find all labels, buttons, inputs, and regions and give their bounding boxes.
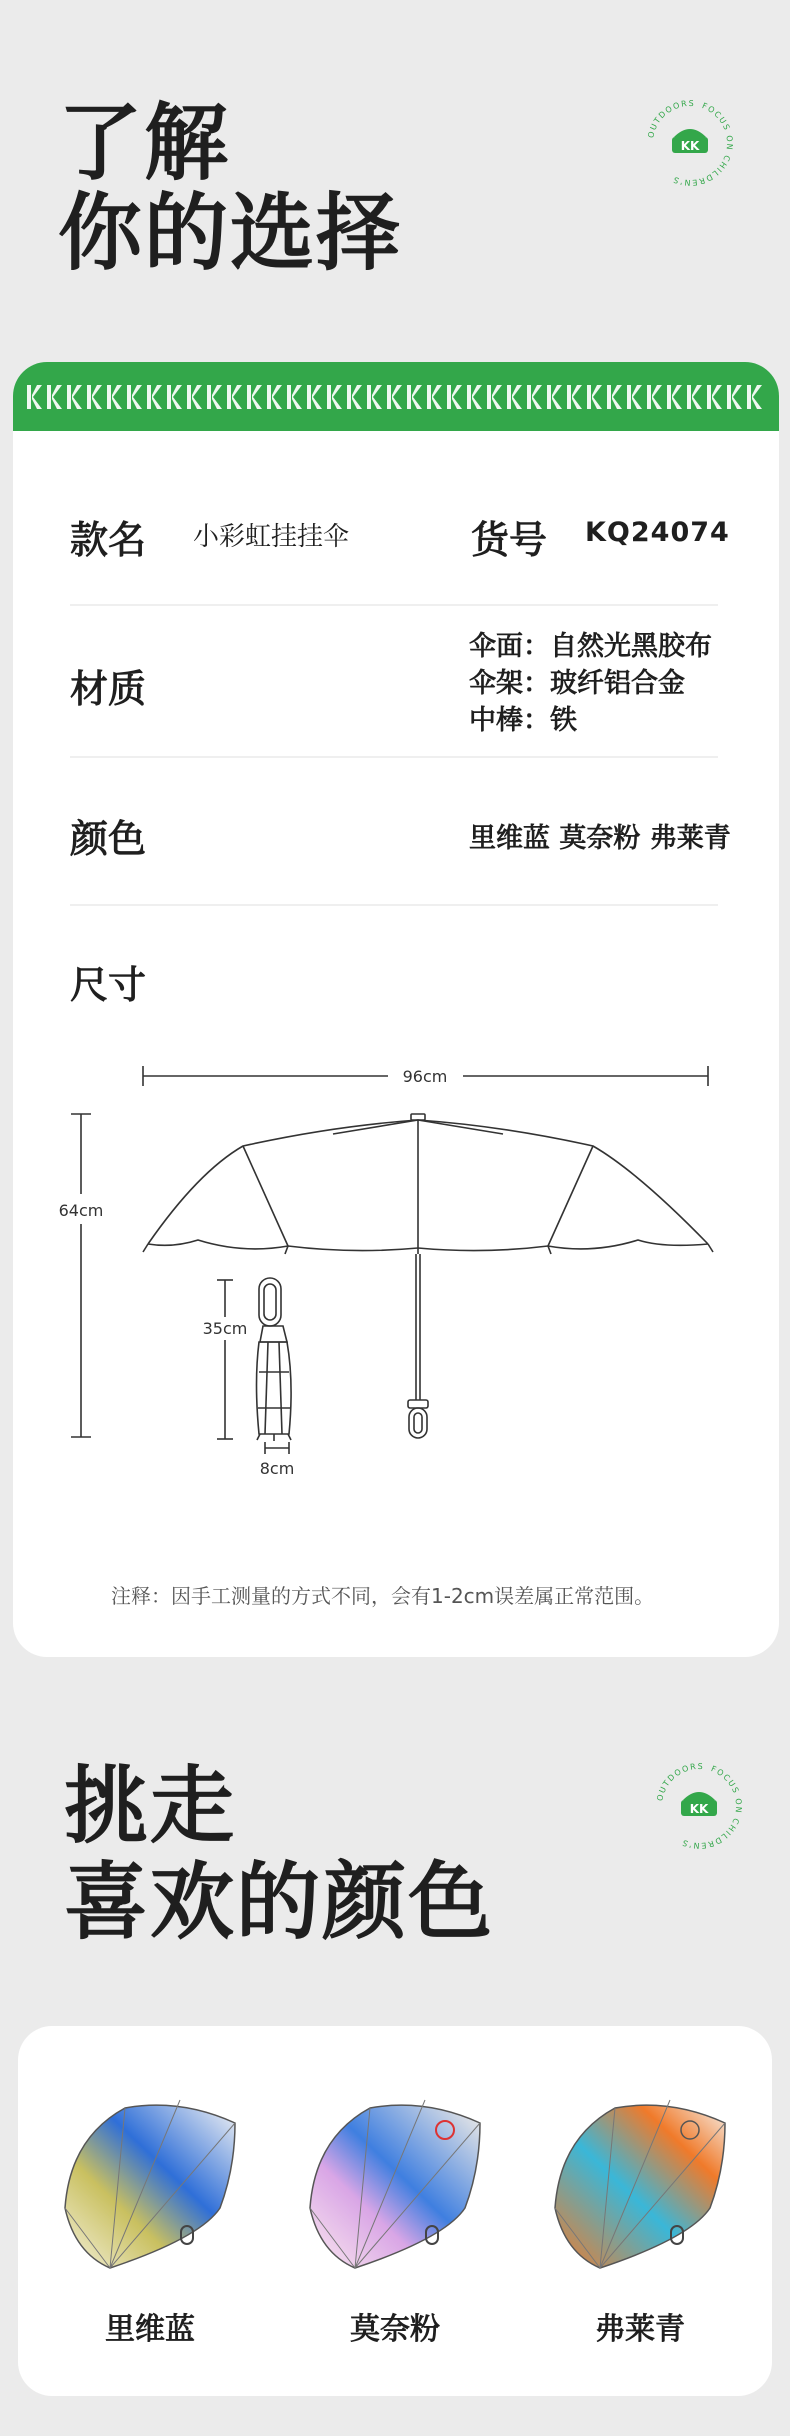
height-label: 64cm: [58, 1201, 104, 1220]
kk-chevron-mark: [507, 385, 522, 409]
brand-badge-icon: [649, 1756, 749, 1856]
kk-chevron-mark: [627, 385, 642, 409]
svg-text:CHILDREN'S: [680, 1817, 741, 1850]
color-option[interactable]: [295, 2078, 495, 2348]
umbrella-pink-icon: [295, 2078, 495, 2278]
kk-chevron-mark: [707, 385, 722, 409]
kk-chevron-mark: [687, 385, 702, 409]
code-label: 货号: [471, 518, 548, 562]
measurement-note: 注释：因手工测量的方式不同，会有1-2cm误差属正常范围。: [111, 1584, 655, 1608]
color-option[interactable]: [540, 2078, 740, 2348]
kk-chevron-mark: [187, 385, 202, 409]
kk-chevron-mark: [547, 385, 562, 409]
badge-text-top: FOCUS ON: [700, 101, 735, 152]
spec-card: [13, 362, 779, 1657]
kk-chevron-mark: [67, 385, 82, 409]
colors-card: [18, 2026, 772, 2396]
kk-chevron-mark: [107, 385, 122, 409]
badge-text-top: FOCUS ON: [709, 1764, 744, 1815]
material-line: 中棒：铁: [469, 705, 577, 736]
color-name: 莫奈粉: [350, 2312, 440, 2347]
kk-chevron-mark: [567, 385, 582, 409]
badge-text-left: OUTDOORS: [646, 98, 696, 139]
folded-length-label: 35cm: [202, 1319, 248, 1338]
badge-logo-text: KK: [680, 139, 700, 153]
kk-chevron-mark: [87, 385, 102, 409]
kk-chevron-mark: [727, 385, 742, 409]
kk-chevron-mark: [247, 385, 262, 409]
material-line: 伞面：自然光黑胶布: [469, 631, 712, 662]
kk-chevron-mark: [387, 385, 402, 409]
section-title-line1: 挑走: [64, 1757, 237, 1855]
color-label: 颜色: [70, 817, 147, 861]
name-value: 小彩虹挂挂伞: [193, 522, 350, 552]
kk-chevron-mark: [367, 385, 382, 409]
divider: [70, 904, 718, 906]
badge-logo-text: KK: [689, 1802, 709, 1816]
code-value: KQ24074: [585, 517, 730, 548]
umbrella-blue-icon: [50, 2078, 250, 2278]
color-name: 里维蓝: [105, 2312, 195, 2347]
color-value: 里维蓝 莫奈粉 弗莱青: [469, 823, 731, 854]
section-title: [58, 94, 403, 282]
kk-chevron-mark: [527, 385, 542, 409]
kk-chevron-mark: [127, 385, 142, 409]
color-option[interactable]: [50, 2078, 250, 2348]
kk-chevron-mark: [327, 385, 342, 409]
badge-text-right: CHILDREN'S: [679, 1816, 741, 1851]
kk-chevron-mark: [667, 385, 682, 409]
kk-chevron-mark: [347, 385, 362, 409]
kk-chevron-mark: [427, 385, 442, 409]
kk-chevron-mark: [147, 385, 162, 409]
kk-chevron-mark: [227, 385, 242, 409]
kk-chevron-mark: [267, 385, 282, 409]
umbrella-teal-icon: [540, 2078, 740, 2278]
section-title-line1: 了解: [58, 94, 231, 192]
color-name: 弗莱青: [595, 2312, 685, 2347]
kk-pattern-icon: [25, 383, 767, 411]
kk-chevron-mark: [47, 385, 62, 409]
kk-chevron-mark: [407, 385, 422, 409]
divider: [70, 604, 718, 606]
kk-chevron-mark: [467, 385, 482, 409]
badge-text-right: CHILDREN'S: [670, 153, 732, 188]
umbrella-diagram: [13, 1042, 779, 1512]
kk-chevron-mark: [167, 385, 182, 409]
kk-chevron-mark: [307, 385, 322, 409]
size-label: 尺寸: [70, 963, 147, 1007]
pattern-strip: [13, 362, 779, 431]
section-title-line2: 你的选择: [58, 184, 403, 282]
kk-chevron-mark: [747, 385, 762, 409]
brand-badge: [649, 1756, 749, 1856]
section-title: [64, 1758, 494, 1950]
section-title-line2: 喜欢的颜色: [64, 1853, 495, 1951]
svg-text:CHILDREN'S: [671, 154, 732, 187]
divider: [70, 756, 718, 758]
name-label: 款名: [70, 518, 147, 562]
badge-text-left: OUTDOORS: [655, 1761, 705, 1802]
kk-chevron-mark: [587, 385, 602, 409]
width-label: 96cm: [402, 1067, 448, 1086]
kk-chevron-mark: [447, 385, 462, 409]
material-line: 伞架：玻纤铝合金: [469, 668, 685, 699]
kk-chevron-mark: [207, 385, 222, 409]
material-list: [469, 628, 712, 739]
kk-chevron-mark: [487, 385, 502, 409]
brand-badge-icon: [640, 93, 740, 193]
brand-badge: [640, 93, 740, 193]
material-label: 材质: [70, 667, 147, 711]
kk-chevron-mark: [647, 385, 662, 409]
folded-width-label: 8cm: [259, 1459, 295, 1478]
kk-chevron-mark: [27, 385, 42, 409]
kk-chevron-mark: [607, 385, 622, 409]
kk-chevron-mark: [287, 385, 302, 409]
